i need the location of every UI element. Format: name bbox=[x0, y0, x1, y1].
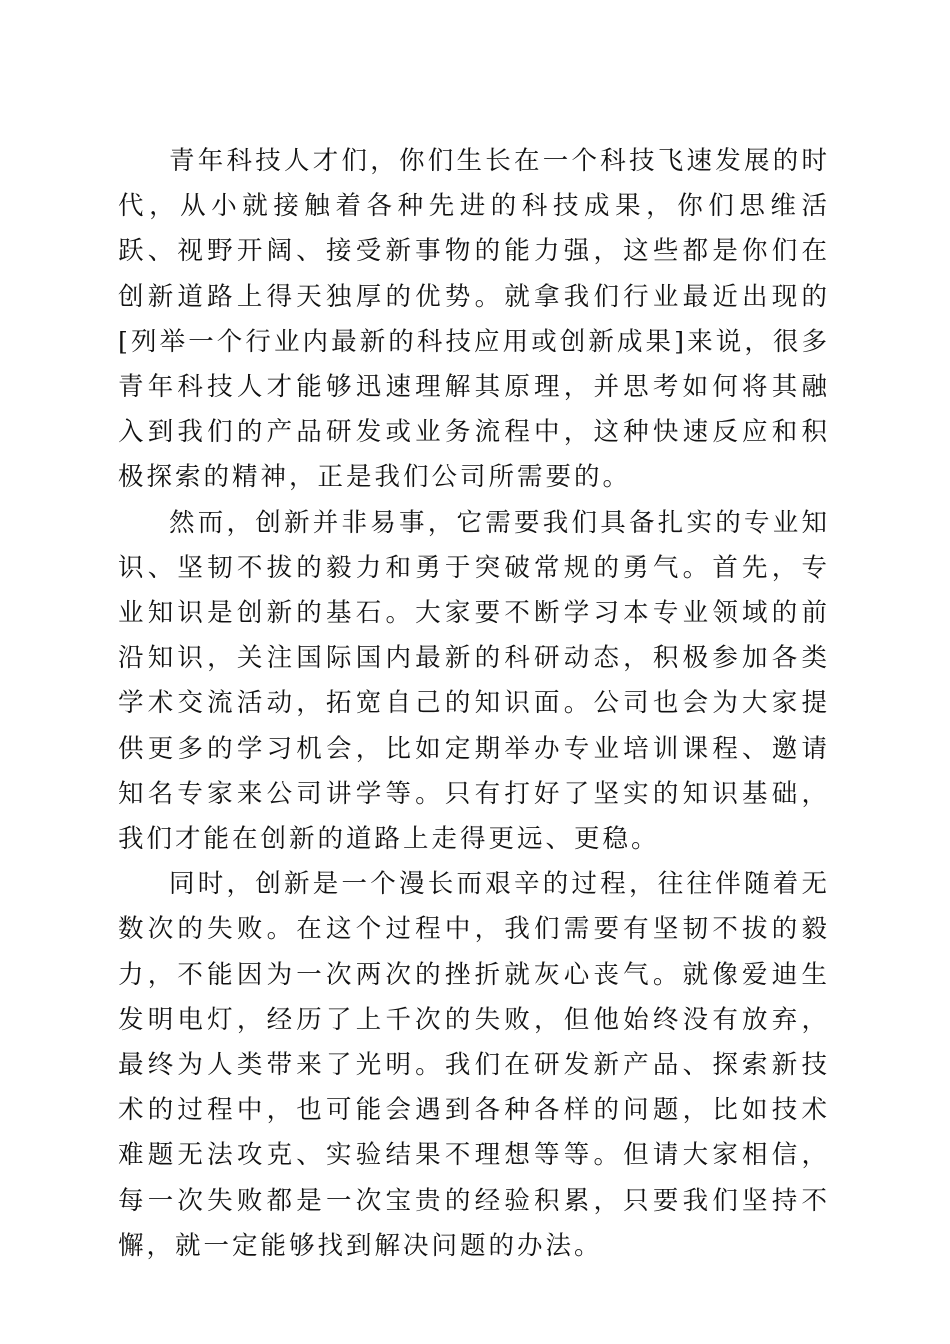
paragraph-2: 然而，创新并非易事，它需要我们具备扎实的专业知识、坚韧不拔的毅力和勇于突破常规的勇气。首先，专业知识是创新的基石。大家要不断学习本专业领域的前沿知识，关注国际国内最新的科研动态，积极参加各类学术交流活动，拓宽自己的知识面。公司也会为大家提供更多的学习机会，比如定期举办专业培训课程、邀请知名专家来公司讲学等。只有打好了坚实的知识基础，我们才能在创新的道路上走得更远、更稳。 bbox=[118, 507, 830, 855]
paragraph-3: 同时，创新是一个漫长而艰辛的过程，往往伴随着无数次的失败。在这个过程中，我们需要有坚韧不拔的毅力，不能因为一次两次的挫折就灰心丧气。就像爱迪生发明电灯，经历了上千次的失败，但他始终没有放弃，最终为人类带来了光明。我们在研发新产品、探索新技术的过程中，也可能会遇到各种各样的问题，比如技术难题无法攻克、实验结果不理想等等。但请大家相信，每一次失败都是一次宝贵的经验积累，只要我们坚持不懈，就一定能够找到解决问题的办法。 bbox=[118, 869, 830, 1261]
document-body bbox=[118, 139, 830, 1269]
paragraph-1: 青年科技人才们，你们生长在一个科技飞速发展的时代，从小就接触着各种先进的科技成果，你们思维活跃、视野开阔、接受新事物的能力强，这些都是你们在创新道路上得天独厚的优势。就拿我们行业最近出现的[列举一个行业内最新的科技应用或创新成果]来说，很多青年科技人才能够迅速理解其原理，并思考如何将其融入到我们的产品研发或业务流程中，这种快速反应和积极探索的精神，正是我们公司所需要的。 bbox=[118, 146, 830, 493]
